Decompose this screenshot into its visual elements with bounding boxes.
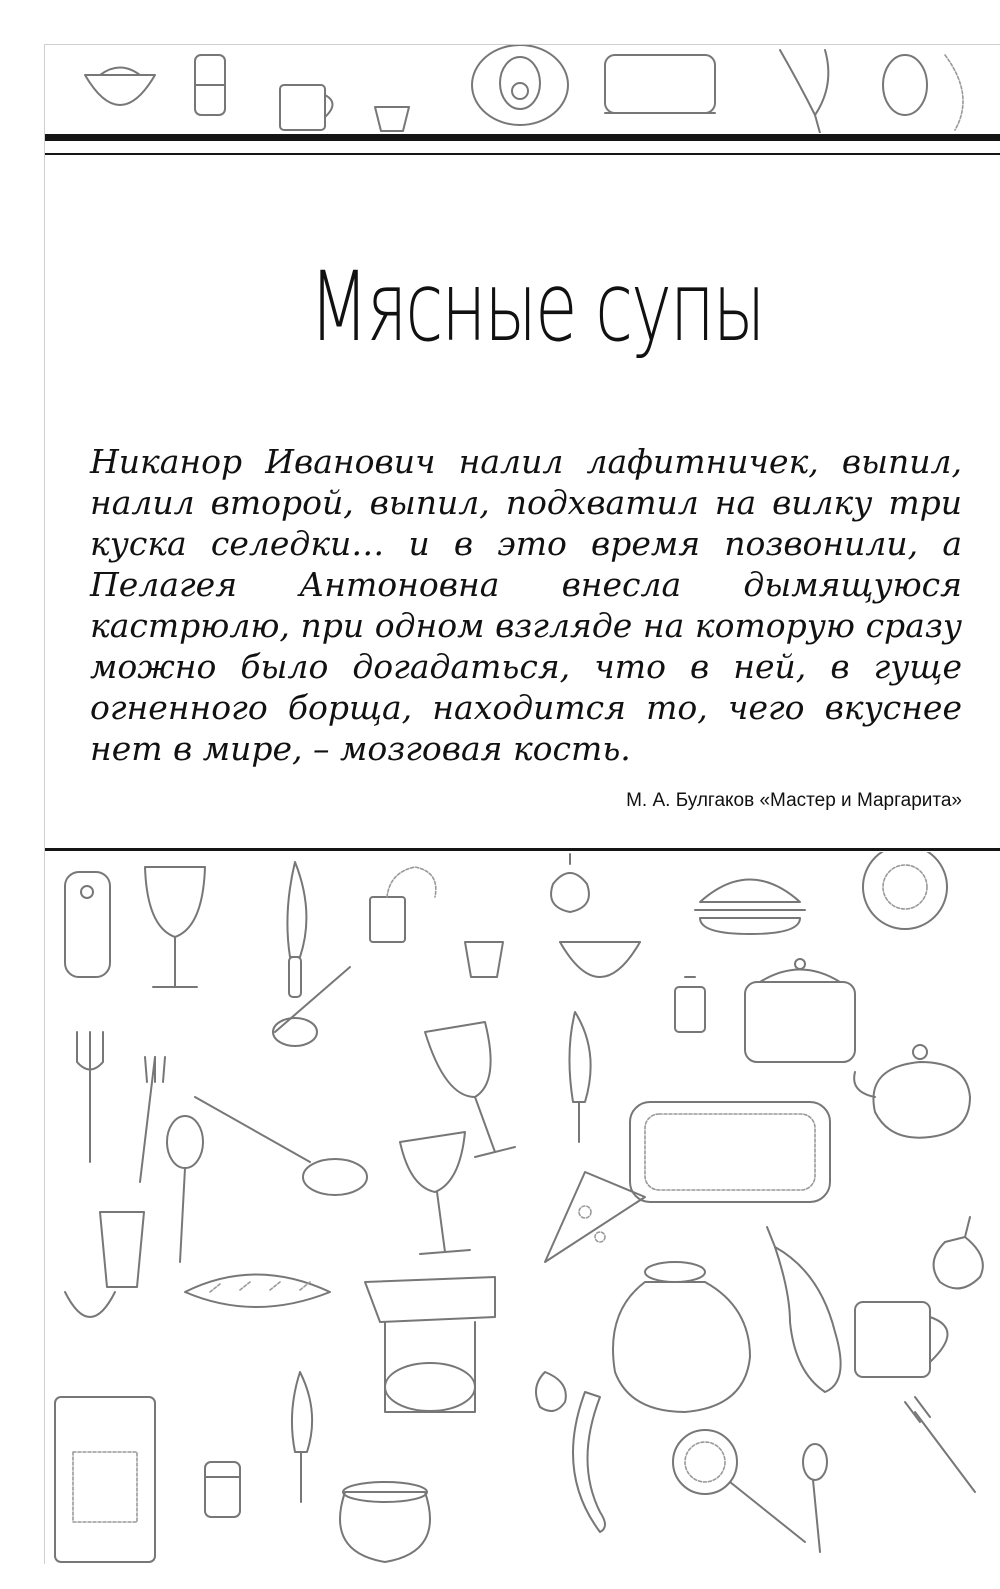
coffee-machine-icon bbox=[55, 1397, 155, 1562]
ladle-icon bbox=[273, 967, 350, 1046]
epigraph-quote: Никанор Иванович налил лафитничек, выпил, налил второй, выпил, подхватил на вилку три куска селедки… и в это время позвонили, а Пелагея Антоновна внесла дымящуюся кастрюлю, при одном взгляде на которую сразу можно было догадаться, что в ней, в гуще огненного борща, находится то, чего вкуснее нет в мире, – мозговая кость. bbox=[90, 442, 962, 768]
plate-icon bbox=[863, 852, 947, 929]
mug-icon bbox=[280, 85, 333, 130]
knife-icon-2 bbox=[569, 1012, 590, 1142]
whisk-icon bbox=[195, 1097, 367, 1195]
onion-icon bbox=[934, 1217, 983, 1288]
fork-icon bbox=[77, 1032, 103, 1162]
fork-icon-2 bbox=[140, 1057, 165, 1182]
header-rule-thick bbox=[45, 134, 1000, 141]
egg-icon bbox=[883, 55, 963, 130]
bowl-icon-2 bbox=[65, 1292, 115, 1317]
banana-icon bbox=[573, 1392, 605, 1532]
glass-icon bbox=[100, 1212, 144, 1287]
section-divider-rule bbox=[45, 848, 1000, 851]
teabag-icon bbox=[370, 867, 436, 942]
cup-icon bbox=[465, 942, 503, 977]
plate-avocado-icon bbox=[472, 45, 568, 125]
bowl-icon bbox=[560, 942, 640, 977]
baguette-icon bbox=[185, 1275, 330, 1308]
strawberry-icon bbox=[536, 1372, 566, 1411]
bowl-icon bbox=[85, 68, 155, 106]
teapot-icon bbox=[854, 1045, 970, 1138]
skimmer-icon bbox=[673, 1430, 805, 1542]
cup-icon bbox=[375, 107, 409, 131]
roaster-icon bbox=[630, 1102, 830, 1202]
fork-icon-3 bbox=[905, 1397, 975, 1492]
saucepan-icon bbox=[745, 959, 855, 1062]
wine-glass-icon bbox=[145, 867, 205, 987]
cutting-board-icon bbox=[65, 872, 110, 977]
wine-glass-icon-3 bbox=[400, 1132, 470, 1254]
spoon-icon bbox=[167, 1116, 203, 1262]
eggplant-icon bbox=[767, 1227, 841, 1392]
page-title: Мясные супы bbox=[309, 251, 764, 364]
burger-icon bbox=[695, 880, 805, 935]
mug-icon bbox=[855, 1302, 948, 1377]
garlic-icon bbox=[551, 854, 589, 912]
knife-icon-3 bbox=[292, 1372, 312, 1502]
knife-icon bbox=[287, 862, 306, 997]
header-rule-thin bbox=[45, 153, 1000, 155]
epigraph-attribution: М. А. Булгаков «Мастер и Маргарита» bbox=[626, 790, 962, 811]
mixer-icon bbox=[365, 1277, 495, 1412]
grinder-icon bbox=[195, 55, 225, 115]
pot-icon bbox=[340, 1482, 430, 1562]
pan-icon bbox=[605, 55, 715, 113]
top-doodle-strip bbox=[45, 45, 1000, 133]
jar-icon bbox=[613, 1262, 750, 1412]
spoon-icon-2 bbox=[803, 1444, 827, 1552]
shaker-icon bbox=[675, 977, 705, 1032]
kitchen-doodle-field bbox=[45, 852, 1000, 1564]
whisk-icon bbox=[780, 50, 828, 133]
salt-shaker-icon bbox=[205, 1462, 240, 1517]
